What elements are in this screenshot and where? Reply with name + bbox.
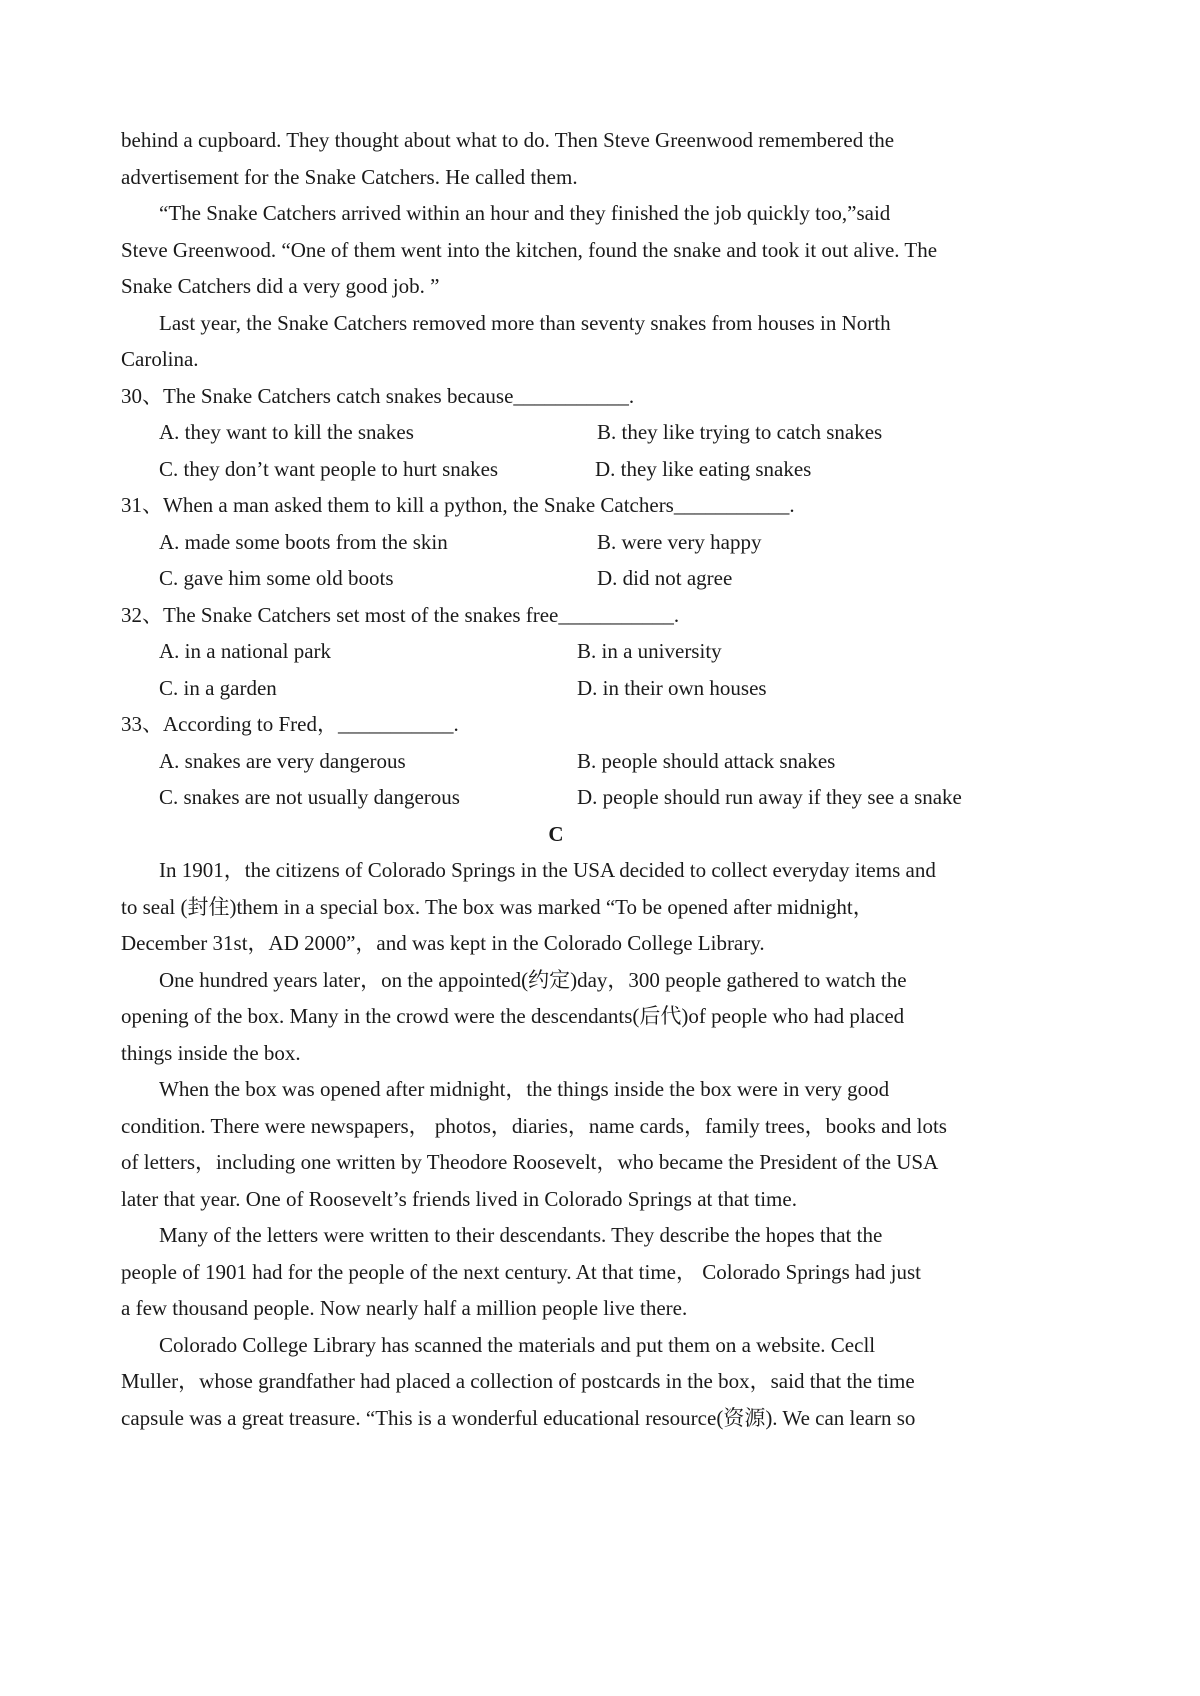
- option-row: [121, 743, 991, 780]
- question-stem: 30、The Snake Catchers catch snakes because___________.: [121, 383, 635, 408]
- option-a: A. in a national park: [159, 639, 332, 663]
- option-b: B. they like trying to catch snakes: [597, 420, 883, 444]
- passage-line: to seal (封住)them in a special box. The box was marked “To be opened after midnight，: [121, 894, 874, 919]
- passage-c: [121, 852, 991, 1436]
- option-c: C. in a garden: [159, 675, 277, 700]
- question-32: [121, 597, 991, 707]
- passage-line: One hundred years later，on the appointed(约定)day，300 people gathered to watch the: [159, 967, 907, 992]
- passage-line: December 31st，AD 2000”，and was kept in the Colorado College Library.: [121, 931, 765, 955]
- option-row: [121, 451, 991, 488]
- passage-line: “The Snake Catchers arrived within an hour and they finished the job quickly too,”said: [159, 201, 891, 225]
- passage-line: later that year. One of Roosevelt’s friends lived in Colorado Springs at that time.: [121, 1186, 797, 1211]
- option-c: C. snakes are not usually dangerous: [159, 785, 460, 809]
- option-row: [121, 414, 991, 451]
- option-row: [121, 779, 991, 816]
- option-a: A. snakes are very dangerous: [159, 748, 406, 773]
- option-d: D. in their own houses: [577, 675, 767, 700]
- passage-line: capsule was a great treasure. “This is a wonderful educational resource(资源). We can learn so: [121, 1405, 916, 1430]
- option-d: D. people should run away if they see a snake: [577, 785, 962, 809]
- question-30: [121, 378, 991, 488]
- passage-line: Snake Catchers did a very good job. ”: [121, 274, 440, 298]
- option-a: A. they want to kill the snakes: [159, 420, 414, 444]
- option-row: [121, 670, 991, 707]
- passage-line: Last year, the Snake Catchers removed more than seventy snakes from houses in North: [159, 310, 891, 335]
- passage-line: Muller，whose grandfather had placed a collection of postcards in the box，said that the time: [121, 1369, 915, 1393]
- option-c: C. gave him some old boots: [159, 566, 394, 590]
- passage-b: [121, 122, 991, 378]
- passage-line: behind a cupboard. They thought about what to do. Then Steve Greenwood remembered the: [121, 128, 895, 152]
- document-page: [121, 122, 991, 1436]
- option-d: D. did not agree: [597, 566, 733, 590]
- passage-line: a few thousand people. Now nearly half a million people live there.: [121, 1296, 688, 1320]
- passage-line: of letters，including one written by Theodore Roosevelt，who became the President of the USA: [121, 1150, 939, 1174]
- passage-line: advertisement for the Snake Catchers. He called them.: [121, 164, 578, 189]
- passage-line: In 1901，the citizens of Colorado Springs in the USA decided to collect everyday items and: [159, 858, 936, 882]
- question-33: [121, 706, 991, 816]
- passage-line: things inside the box.: [121, 1040, 301, 1065]
- passage-line: When the box was opened after midnight，the things inside the box were in very good: [159, 1077, 890, 1101]
- question-31: [121, 487, 991, 597]
- option-row: [121, 560, 991, 597]
- question-stem: 31、When a man asked them to kill a python, the Snake Catchers___________.: [121, 493, 795, 517]
- passage-line: Colorado College Library has scanned the materials and put them on a website. Cecll: [159, 1332, 876, 1357]
- option-row: [121, 633, 991, 670]
- passage-line: people of 1901 had for the people of the next century. At that time， Colorado Springs had just: [121, 1259, 921, 1284]
- passage-line: condition. There were newspapers， photos，diaries，name cards，family trees，books and lots: [121, 1113, 947, 1138]
- question-stem: 32、The Snake Catchers set most of the snakes free___________.: [121, 602, 680, 627]
- option-b: B. in a university: [577, 639, 722, 663]
- section-heading: C: [548, 821, 564, 846]
- passage-line: opening of the box. Many in the crowd were the descendants(后代)of people who had placed: [121, 1004, 905, 1028]
- option-d: D. they like eating snakes: [595, 456, 812, 481]
- option-c: C. they don’t want people to hurt snakes: [159, 456, 499, 481]
- passage-line: Many of the letters were written to their descendants. They describe the hopes that the: [159, 1223, 883, 1247]
- option-b: B. were very happy: [597, 529, 762, 554]
- option-b: B. people should attack snakes: [577, 748, 836, 773]
- question-stem: 33、According to Fred，___________.: [121, 712, 459, 736]
- passage-line: Steve Greenwood. “One of them went into the kitchen, found the snake and took it out alive. The: [121, 237, 938, 262]
- option-row: [121, 524, 991, 561]
- option-a: A. made some boots from the skin: [159, 529, 448, 554]
- passage-line: Carolina.: [121, 347, 199, 371]
